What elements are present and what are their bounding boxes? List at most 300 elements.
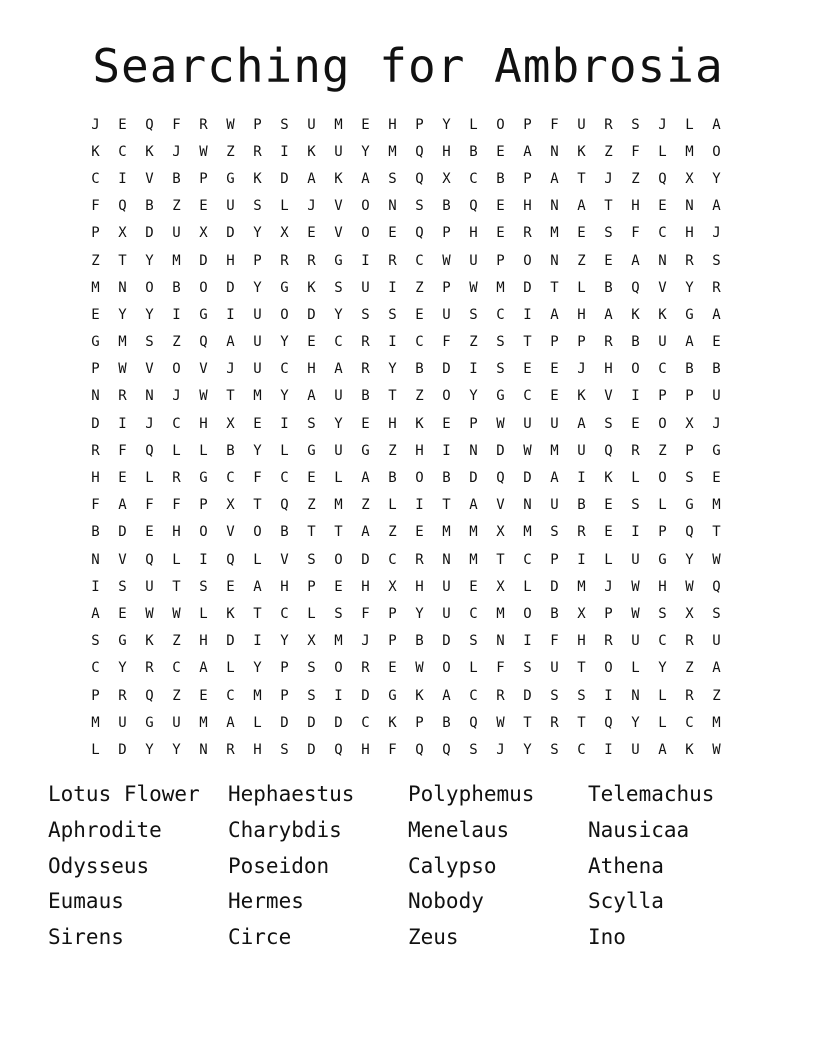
grid-letter: Z [388, 524, 397, 541]
grid-letter: W [226, 116, 235, 133]
grid-letter: R [145, 660, 154, 677]
grid-letter: P [496, 252, 505, 269]
grid-letter: U [334, 143, 343, 160]
grid-letter: B [469, 143, 478, 160]
grid-letter: X [307, 633, 316, 650]
grid-letter: I [91, 578, 100, 595]
grid-letter: I [577, 551, 586, 568]
grid-letter: W [631, 578, 640, 595]
grid-letter: O [523, 252, 532, 269]
word-bank-item: Poseidon [228, 853, 330, 878]
grid-letter: L [172, 551, 181, 568]
grid-letter: M [118, 334, 127, 351]
grid-letter: P [550, 334, 559, 351]
grid-letter: P [442, 225, 451, 242]
grid-letter: D [307, 306, 316, 323]
grid-letter: K [415, 687, 424, 704]
grid-letter: S [469, 741, 478, 758]
grid-letter: H [523, 198, 532, 215]
grid-letter: S [334, 279, 343, 296]
grid-letter: Y [334, 415, 343, 432]
grid-letter: O [145, 279, 154, 296]
grid-letter: C [226, 470, 235, 487]
grid-letter: Q [496, 470, 505, 487]
grid-letter: G [280, 279, 289, 296]
grid-letter: M [172, 252, 181, 269]
grid-letter: O [523, 605, 532, 622]
grid-letter: D [334, 714, 343, 731]
grid-letter: K [577, 143, 586, 160]
grid-letter: D [523, 470, 532, 487]
grid-letter: E [388, 660, 397, 677]
grid-letter: F [631, 225, 640, 242]
grid-letter: R [226, 741, 235, 758]
grid-letter: D [226, 225, 235, 242]
grid-letter: U [712, 388, 721, 405]
grid-letter: D [523, 279, 532, 296]
grid-letter: R [388, 252, 397, 269]
word-bank-item: Polyphemus [408, 782, 535, 806]
grid-letter: G [145, 714, 154, 731]
grid-letter: A [199, 660, 208, 677]
grid-letter: L [388, 497, 397, 514]
grid-letter: P [658, 524, 667, 541]
grid-letter: J [712, 415, 721, 432]
grid-letter: I [118, 415, 127, 432]
grid-letter: N [658, 252, 667, 269]
grid-letter: T [523, 334, 532, 351]
grid-letter: L [145, 470, 154, 487]
grid-letter: G [199, 306, 208, 323]
grid-letter: X [685, 415, 694, 432]
grid-letter: G [91, 334, 100, 351]
grid-letter: M [388, 143, 397, 160]
grid-letter: B [550, 605, 559, 622]
grid-letter: M [685, 143, 694, 160]
grid-letter: X [685, 605, 694, 622]
grid-letter: S [415, 198, 424, 215]
grid-letter: Y [334, 306, 343, 323]
grid-letter: J [604, 170, 613, 187]
grid-letter: B [631, 334, 640, 351]
grid-letter: D [307, 741, 316, 758]
grid-letter: P [658, 388, 667, 405]
grid-letter: C [523, 551, 532, 568]
grid-letter: D [199, 252, 208, 269]
grid-letter: C [658, 633, 667, 650]
grid-letter: F [91, 198, 100, 215]
grid-letter: A [712, 198, 721, 215]
grid-letter: C [388, 551, 397, 568]
grid-letter: M [550, 442, 559, 459]
grid-letter: E [712, 470, 721, 487]
grid-letter: F [361, 605, 370, 622]
grid-letter: E [118, 116, 127, 133]
grid-letter: Q [145, 116, 154, 133]
grid-letter: O [361, 198, 370, 215]
word-bank-item: Hephaestus [228, 782, 355, 806]
grid-letter: Q [685, 524, 694, 541]
grid-letter: L [172, 442, 181, 459]
grid-letter: U [118, 714, 127, 731]
grid-letter: S [280, 741, 289, 758]
grid-letter: N [91, 388, 100, 405]
grid-letter: E [91, 306, 100, 323]
grid-letter: I [253, 633, 262, 650]
grid-letter: U [226, 198, 235, 215]
grid-letter: C [280, 470, 289, 487]
grid-letter: O [253, 524, 262, 541]
grid-letter: G [199, 470, 208, 487]
grid-letter: C [172, 660, 181, 677]
grid-letter: M [712, 497, 721, 514]
grid-letter: R [712, 279, 721, 296]
grid-letter: B [280, 524, 289, 541]
grid-letter: W [523, 442, 532, 459]
grid-letter: M [523, 524, 532, 541]
grid-letter: S [334, 605, 343, 622]
word-bank-item: Zeus [408, 925, 459, 950]
grid-letter: U [253, 334, 262, 351]
grid-letter: A [226, 714, 235, 731]
grid-letter: S [307, 415, 316, 432]
grid-letter: H [469, 225, 478, 242]
grid-letter: S [469, 633, 478, 650]
grid-letter: S [388, 170, 397, 187]
grid-letter: O [280, 306, 289, 323]
grid-letter: H [199, 415, 208, 432]
grid-letter: D [469, 470, 478, 487]
grid-letter: F [145, 497, 154, 514]
grid-letter: S [361, 306, 370, 323]
grid-letter: E [226, 578, 235, 595]
grid-letter: Z [415, 279, 424, 296]
grid-letter: G [685, 497, 694, 514]
grid-letter: E [388, 225, 397, 242]
grid-letter: T [496, 551, 505, 568]
grid-letter: L [631, 470, 640, 487]
grid-letter: S [658, 605, 667, 622]
grid-letter: K [415, 415, 424, 432]
grid-letter: Q [631, 279, 640, 296]
grid-letter: C [469, 605, 478, 622]
grid-letter: F [388, 741, 397, 758]
grid-letter: J [658, 116, 667, 133]
grid-letter: A [712, 660, 721, 677]
grid-letter: P [604, 605, 613, 622]
grid-letter: A [550, 470, 559, 487]
grid-letter: O [442, 660, 451, 677]
grid-letter: Q [469, 714, 478, 731]
grid-letter: W [172, 605, 181, 622]
grid-letter: E [361, 415, 370, 432]
grid-letter: I [523, 306, 532, 323]
grid-letter: U [253, 361, 262, 378]
grid-letter: E [604, 497, 613, 514]
grid-letter: E [496, 143, 505, 160]
grid-letter: A [91, 605, 100, 622]
grid-letter: B [226, 442, 235, 459]
grid-letter: G [685, 306, 694, 323]
grid-letter: V [604, 388, 613, 405]
grid-letter: A [361, 524, 370, 541]
grid-letter: L [658, 143, 667, 160]
grid-letter: R [496, 687, 505, 704]
grid-letter: D [523, 687, 532, 704]
grid-letter: P [685, 442, 694, 459]
grid-letter: J [226, 361, 235, 378]
grid-letter: Y [145, 252, 154, 269]
grid-letter: J [172, 388, 181, 405]
grid-letter: Y [280, 388, 289, 405]
grid-letter: C [118, 143, 127, 160]
grid-letter: X [226, 497, 235, 514]
grid-letter: L [253, 714, 262, 731]
grid-letter: Z [577, 252, 586, 269]
grid-letter: Y [685, 279, 694, 296]
grid-letter: L [199, 605, 208, 622]
grid-letter: Z [91, 252, 100, 269]
grid-letter: V [118, 551, 127, 568]
grid-letter: L [577, 279, 586, 296]
grid-letter: C [658, 225, 667, 242]
grid-letter: M [577, 578, 586, 595]
grid-letter: R [307, 252, 316, 269]
grid-letter: B [496, 170, 505, 187]
word-bank-item: Circe [228, 925, 292, 950]
grid-letter: K [685, 741, 694, 758]
grid-letter: R [685, 252, 694, 269]
grid-letter: H [604, 361, 613, 378]
word-bank-item: Nausicaa [588, 817, 690, 842]
grid-letter: R [550, 714, 559, 731]
grid-letter: H [442, 143, 451, 160]
grid-letter: R [604, 334, 613, 351]
grid-letter: V [334, 225, 343, 242]
grid-letter: P [442, 279, 451, 296]
grid-letter: E [334, 578, 343, 595]
grid-letter: M [712, 714, 721, 731]
grid-letter: W [496, 714, 505, 731]
grid-letter: A [604, 306, 613, 323]
grid-letter: L [226, 660, 235, 677]
grid-letter: N [550, 252, 559, 269]
grid-letter: T [577, 660, 586, 677]
grid-letter: P [550, 551, 559, 568]
grid-letter: F [118, 442, 127, 459]
grid-letter: M [91, 714, 100, 731]
grid-letter: E [577, 225, 586, 242]
grid-letter: A [226, 334, 235, 351]
grid-letter: C [226, 687, 235, 704]
grid-letter: F [496, 660, 505, 677]
grid-letter: E [550, 388, 559, 405]
word-bank-item: Charybdis [228, 817, 342, 842]
grid-letter: P [523, 116, 532, 133]
grid-letter: I [280, 415, 289, 432]
grid-letter: G [388, 687, 397, 704]
grid-letter: J [91, 116, 100, 133]
grid-letter: O [658, 470, 667, 487]
grid-letter: Q [415, 170, 424, 187]
grid-letter: F [253, 470, 262, 487]
grid-letter: I [442, 442, 451, 459]
grid-letter: U [361, 279, 370, 296]
grid-letter: C [658, 361, 667, 378]
grid-letter: O [712, 143, 721, 160]
grid-letter: K [307, 143, 316, 160]
grid-letter: S [253, 198, 262, 215]
grid-letter: D [361, 551, 370, 568]
grid-letter: A [334, 361, 343, 378]
grid-letter: P [307, 578, 316, 595]
grid-letter: N [631, 687, 640, 704]
grid-letter: Y [469, 388, 478, 405]
grid-letter: E [550, 361, 559, 378]
grid-letter: I [118, 170, 127, 187]
grid-letter: W [118, 361, 127, 378]
grid-letter: R [361, 334, 370, 351]
grid-letter: Z [226, 143, 235, 160]
grid-letter: N [145, 388, 154, 405]
grid-letter: L [685, 116, 694, 133]
grid-letter: K [226, 605, 235, 622]
grid-letter: S [307, 551, 316, 568]
grid-letter: Y [415, 605, 424, 622]
grid-letter: Y [118, 660, 127, 677]
grid-letter: N [388, 198, 397, 215]
grid-letter: X [199, 225, 208, 242]
grid-letter: R [172, 470, 181, 487]
grid-letter: U [334, 442, 343, 459]
grid-letter: N [118, 279, 127, 296]
grid-letter: V [145, 361, 154, 378]
grid-letter: P [91, 225, 100, 242]
grid-letter: N [469, 442, 478, 459]
grid-letter: S [631, 497, 640, 514]
grid-letter: G [712, 442, 721, 459]
grid-letter: H [91, 470, 100, 487]
grid-letter: Q [658, 170, 667, 187]
grid-letter: O [172, 361, 181, 378]
grid-letter: U [712, 633, 721, 650]
grid-letter: L [280, 442, 289, 459]
grid-letter: A [307, 170, 316, 187]
grid-letter: A [361, 170, 370, 187]
grid-letter: D [226, 279, 235, 296]
grid-letter: L [307, 605, 316, 622]
grid-letter: L [658, 687, 667, 704]
grid-letter: Z [172, 198, 181, 215]
grid-letter: T [577, 714, 586, 731]
grid-letter: H [577, 633, 586, 650]
word-bank-item: Telemachus [588, 782, 715, 806]
grid-letter: I [415, 497, 424, 514]
grid-letter: Z [604, 143, 613, 160]
grid-letter: Q [415, 225, 424, 242]
grid-letter: P [685, 388, 694, 405]
grid-letter: H [631, 198, 640, 215]
grid-letter: U [469, 252, 478, 269]
grid-letter: E [523, 361, 532, 378]
grid-letter: C [334, 334, 343, 351]
grid-letter: W [496, 415, 505, 432]
grid-letter: S [712, 605, 721, 622]
grid-letter: A [361, 470, 370, 487]
grid-letter: M [334, 633, 343, 650]
grid-letter: I [523, 633, 532, 650]
grid-letter: Z [388, 442, 397, 459]
grid-letter: N [199, 741, 208, 758]
grid-letter: Y [685, 551, 694, 568]
grid-letter: Z [172, 334, 181, 351]
grid-letter: T [226, 388, 235, 405]
grid-letter: D [145, 225, 154, 242]
grid-letter: S [577, 687, 586, 704]
grid-letter: Q [415, 143, 424, 160]
grid-letter: J [145, 415, 154, 432]
grid-letter: E [604, 524, 613, 541]
grid-letter: B [442, 470, 451, 487]
grid-letter: C [172, 415, 181, 432]
grid-letter: T [712, 524, 721, 541]
grid-letter: F [172, 116, 181, 133]
grid-letter: W [685, 578, 694, 595]
grid-letter: G [307, 442, 316, 459]
grid-letter: R [361, 361, 370, 378]
grid-letter: K [253, 170, 262, 187]
grid-letter: B [442, 198, 451, 215]
grid-letter: B [415, 633, 424, 650]
grid-letter: Q [280, 497, 289, 514]
grid-letter: I [226, 306, 235, 323]
grid-letter: N [685, 198, 694, 215]
grid-letter: E [415, 306, 424, 323]
grid-letter: I [199, 551, 208, 568]
grid-letter: E [307, 334, 316, 351]
grid-letter: O [604, 660, 613, 677]
grid-letter: L [631, 660, 640, 677]
word-bank-item: Aphrodite [48, 817, 162, 842]
grid-letter: E [307, 225, 316, 242]
grid-letter: W [199, 388, 208, 405]
grid-letter: C [496, 306, 505, 323]
grid-letter: Y [253, 660, 262, 677]
grid-letter: Z [685, 660, 694, 677]
grid-letter: E [604, 252, 613, 269]
grid-letter: J [712, 225, 721, 242]
grid-letter: E [469, 578, 478, 595]
grid-letter: A [523, 143, 532, 160]
grid-letter: S [307, 660, 316, 677]
word-bank-item: Eumaus [48, 889, 124, 914]
grid-letter: G [361, 442, 370, 459]
grid-letter: S [496, 361, 505, 378]
grid-letter: R [415, 551, 424, 568]
grid-letter: Y [388, 361, 397, 378]
grid-letter: J [577, 361, 586, 378]
grid-letter: T [604, 198, 613, 215]
grid-letter: R [631, 442, 640, 459]
grid-letter: W [712, 551, 721, 568]
grid-letter: Y [631, 714, 640, 731]
grid-letter: O [658, 415, 667, 432]
grid-letter: P [199, 497, 208, 514]
grid-letter: U [631, 551, 640, 568]
grid-letter: H [226, 252, 235, 269]
grid-letter: I [577, 470, 586, 487]
grid-letter: H [577, 306, 586, 323]
